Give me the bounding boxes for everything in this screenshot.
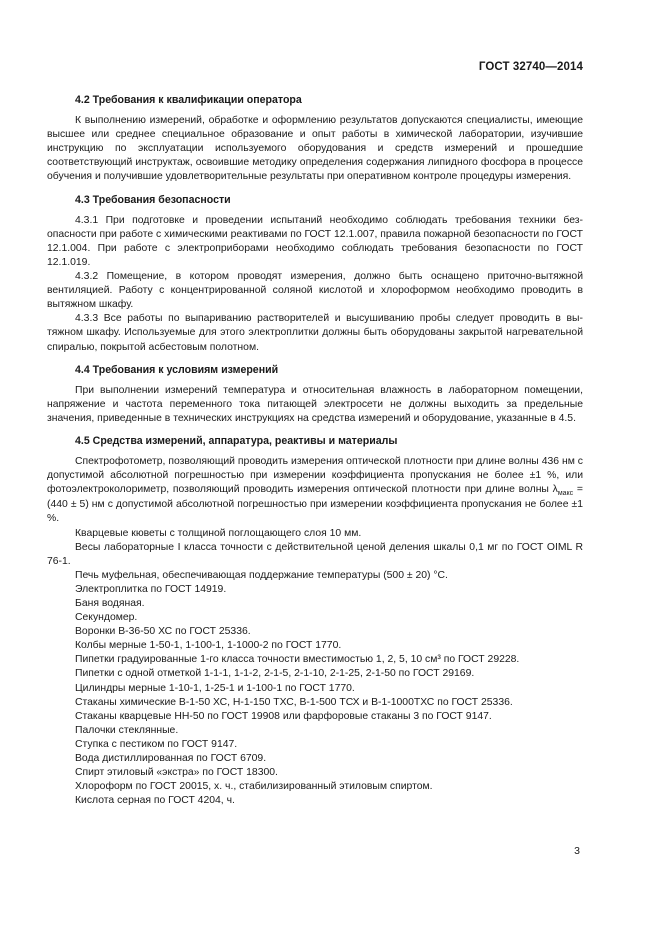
lambda-subscript: макс <box>557 490 574 498</box>
paragraph-text: = (440 ± 5) нм с допустимой абсолютной погрешностью при измерении коэффициента пропускания не более ±1 %. <box>47 484 583 525</box>
paragraph: 4.3.3 Все работы по выпариванию растворителей и высушиванию пробы следует проводить в вытяжном шкафу. Используемые для этого электроплитки должны быть оборудованы закрытой нагревательной спиралью, покрытой асбестовым полотном. <box>47 313 583 353</box>
section-4-2 <box>47 93 583 185</box>
document-body <box>47 93 583 816</box>
section-4-5 <box>47 434 583 808</box>
section-title: 4.2 Требования к квалификации оператора <box>75 94 302 106</box>
paragraph: 4.3.2 Помещение, в котором проводят измерения, должно быть оснащено приточно-вытяжной вентиляцией. Работу с концентрированной соляной кислотой и хлороформом необходимо проводить в вытяжном шкафу. <box>47 271 583 311</box>
section-4-3 <box>47 193 583 355</box>
document-header: ГОСТ 32740—2014 <box>478 61 583 73</box>
list-item: Вода дистиллированная по ГОСТ 6709. <box>75 753 267 765</box>
section-title: 4.5 Средства измерений, аппаратура, реактивы и материалы <box>75 434 398 447</box>
list-item: Печь муфельная, обеспечивающая поддержание температуры (500 ± 20) °С. <box>75 569 448 581</box>
list-item: Колбы мерные 1-50-1, 1-100-1, 1-1000-2 по ГОСТ 1770. <box>75 640 342 652</box>
list-item: Пипетки градуированные 1-го класса точности вместимостью 1, 2, 5, 10 см³ по ГОСТ 29228. <box>75 654 520 666</box>
list-item: Стаканы химические В-1-50 ХС, Н-1-150 ТХС, В-1-500 ТСХ и В-1-1000ТХС по ГОСТ 25336. <box>75 696 513 708</box>
list-item: Стаканы кварцевые НН-50 по ГОСТ 19908 или фарфоровые стаканы 3 по ГОСТ 9147. <box>75 710 492 722</box>
list-item: Кислота серная по ГОСТ 4204, ч. <box>75 795 235 807</box>
list-item: Спирт этиловый «экстра» по ГОСТ 18300. <box>75 767 278 779</box>
list-item: Хлороформ по ГОСТ 20015, х. ч., стабилизированный этиловым спиртом. <box>75 781 433 793</box>
page-number: 3 <box>574 845 580 857</box>
paragraph-text: Спектрофотометр, позволяющий проводить измерения оптической плотности при длине волны 436 нм с допустимой абсолютной погрешностью при измерении коэффициента пропускания не более ±1 %, или фотоэлектроколориметр, позволяющий проводить измерения оптической плотности при длине волны λ <box>47 456 583 496</box>
paragraph: Кварцевые кюветы с толщиной поглощающего слоя 10 мм. <box>75 527 362 539</box>
section-title: 4.3 Требования безопасности <box>75 193 231 206</box>
list-item: Воронки В-36-50 ХС по ГОСТ 25336. <box>75 626 251 638</box>
list-item: Баня водяная. <box>75 598 145 609</box>
paragraph: При выполнении измерений температура и относительная влажность в лабораторном помещении, напряжение и частота переменного тока питающей электросети не должны выходить за предельные значения, приведенные в технических инструкциях на средства измерений и оборудование, указанные в 4.5. <box>47 384 583 424</box>
paragraph <box>47 455 583 526</box>
paragraph: К выполнению измерений, обработке и оформлению результатов допускаются специалисты, имеющие высшее или среднее специальное образование и опыт работы в химической лаборатории, изучившие инструкцию по эксплуатации используемого оборудования и средств измерений и прошедшие соответствующий инструктаж, освоившие методику определения содержания липидного фосфора в процессе обучения и получившие удовлетворительные результаты при оперативном контроле процедуры измерения. <box>47 115 583 183</box>
list-item: Секундомер. <box>75 612 138 624</box>
section-title: 4.4 Требования к условиям измерений <box>75 363 279 376</box>
list-item: Ступка с пестиком по ГОСТ 9147. <box>75 738 238 750</box>
paragraph: 4.3.1 При подготовке и проведении испытаний необходимо соблюдать требования техники безопасности при работе с химическими реактивами по ГОСТ 12.1.007, правила пожарной безопасности по ГОСТ 12.1.004. При работе с электроприборами необходимо соблюдать требования безопасности по ГОСТ 12.1.019. <box>47 214 583 268</box>
list-item: Цилиндры мерные 1-10-1, 1-25-1 и 1-100-1 по ГОСТ 1770. <box>75 682 355 694</box>
section-4-4 <box>47 363 583 426</box>
paragraph: Весы лабораторные I класса точности с действительной ценой деления шкалы 0,1 мг по ГОСТ OIML R 76-1. <box>47 541 583 567</box>
list-item: Палочки стеклянные. <box>75 724 179 736</box>
list-item: Электроплитка по ГОСТ 14919. <box>75 583 227 595</box>
list-item: Пипетки с одной отметкой 1-1-1, 1-1-2, 2-1-5, 2-1-10, 2-1-25, 2-1-50 по ГОСТ 29169. <box>75 668 475 680</box>
